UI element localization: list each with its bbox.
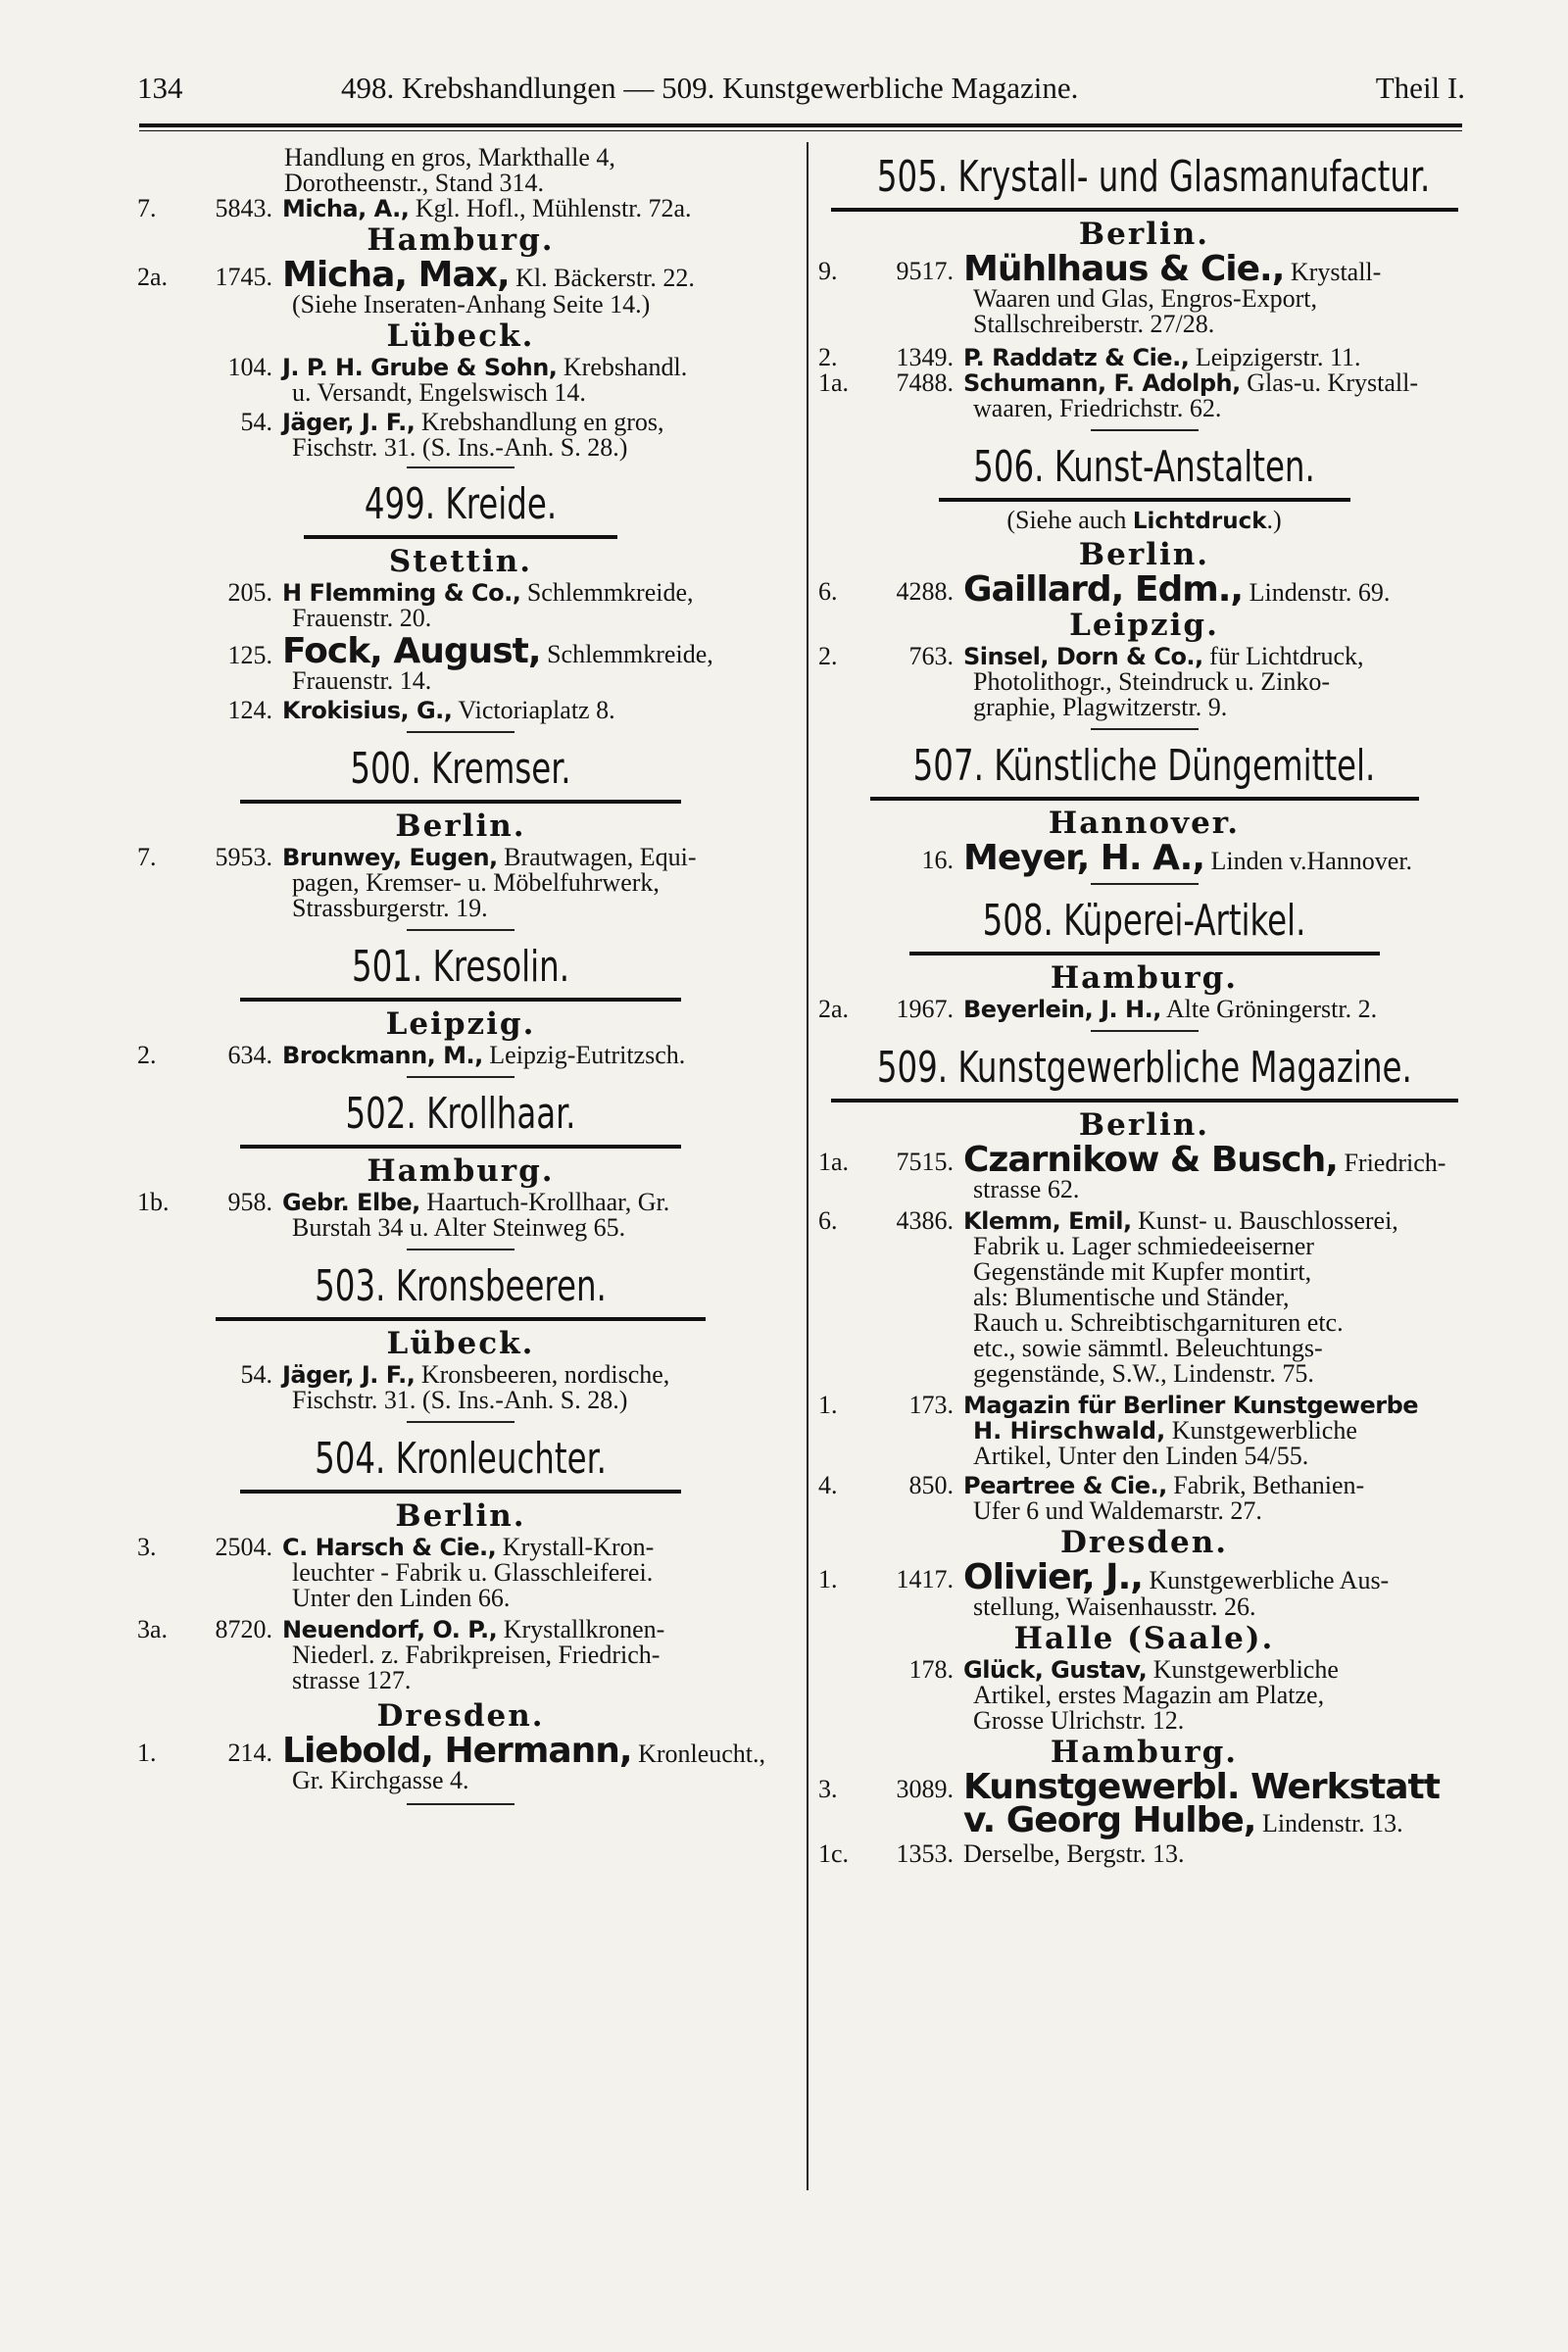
- city-heading: Hamburg.: [1050, 960, 1239, 996]
- section-heading-509: 509. Kunstgewerbliche Magazine.: [876, 1043, 1412, 1093]
- company-name: Glück, Gustav,: [963, 1656, 1148, 1684]
- see-also-note: (Siehe auch Lichtdruck.): [1006, 506, 1282, 534]
- company-name: Jäger, J. F.,: [282, 1361, 416, 1389]
- company-name: Klemm, Emil,: [963, 1207, 1132, 1235]
- entry-kunstgewerbl: 3. 3089. Kunstgewerbl. Werkstatt v. Georg Hulbe, Lindenstr. 13.: [818, 1767, 1440, 1840]
- company-name: Gebr. Elbe,: [282, 1189, 420, 1216]
- entry-brockmann: 2. 634. Brockmann, M., Leipzig-Eutritzsch.: [137, 1041, 686, 1069]
- section-heading-500: 500. Kremser.: [350, 744, 571, 794]
- section-rule: [240, 800, 681, 804]
- entry-fock: 125. Fock, August, Schlemmkreide, Frauenstr. 14.: [227, 631, 713, 695]
- company-name: Kunstgewerbl. Werkstatt: [963, 1767, 1440, 1807]
- entry-harsch: 3. 2504. C. Harsch & Cie., Krystall-Kron- leuchter - Fabrik u. Glasschleiferei. Unter den Linden 66.: [137, 1533, 655, 1612]
- city-heading: Hamburg.: [1050, 1735, 1239, 1770]
- section-rule: [870, 797, 1419, 801]
- company-name: J. P. H. Grube & Sohn,: [282, 354, 558, 381]
- entry-brunwey: 7. 5953. Brunwey, Eugen, Brautwagen, Equi- pagen, Kremser- u. Möbelfuhrwerk, Strassburgerstr. 19.: [137, 843, 697, 922]
- company-name: Brunwey, Eugen,: [282, 844, 498, 871]
- section-rule: [831, 1099, 1458, 1102]
- company-name: Liebold, Hermann,: [282, 1731, 632, 1771]
- city-heading: Hamburg.: [367, 1153, 555, 1189]
- section-heading-501: 501. Kresolin.: [351, 942, 570, 992]
- company-name: Schumann, F. Adolph,: [963, 369, 1241, 397]
- part-label: Theil I.: [1375, 71, 1465, 105]
- section-heading-503: 503. Kronsbeeren.: [315, 1261, 607, 1311]
- entry-micha-a: 7. 5843. Micha, A., Kgl. Hofl., Mühlenstr. 72a.: [137, 194, 692, 222]
- company-name: Olivier, J.,: [963, 1557, 1143, 1597]
- section-rule: [939, 498, 1350, 502]
- short-rule: [407, 929, 514, 931]
- section-rule: [240, 998, 681, 1002]
- page-title: 498. Krebshandlungen — 509. Kunstgewerbliche Magazine.: [341, 71, 1079, 105]
- city-heading: Dresden.: [376, 1698, 545, 1734]
- section-heading-507: 507. Künstliche Düngemittel.: [912, 741, 1376, 791]
- section-heading-508: 508. Küperei-Artikel.: [982, 896, 1306, 946]
- entry-krokisius: 124. Krokisius, G., Victoriaplatz 8.: [227, 696, 615, 724]
- company-name: C. Harsch & Cie.,: [282, 1534, 497, 1561]
- city-heading: Stettin.: [388, 544, 533, 579]
- company-name: Micha, Max,: [282, 255, 510, 295]
- company-name: Krokisius, G.,: [282, 697, 453, 724]
- entry-beyerlein: 2a. 1967. Beyerlein, J. H., Alte Gröningerstr. 2.: [818, 995, 1378, 1023]
- city-heading: Berlin.: [395, 1498, 526, 1534]
- short-rule: [407, 1421, 514, 1423]
- company-name: P. Raddatz & Cie.,: [963, 344, 1190, 371]
- company-name: Jäger, J. F.,: [282, 409, 416, 436]
- entry-sinsel: 2. 763. Sinsel, Dorn & Co., für Lichtdruck, Photolithogr., Steindruck u. Zinko- graphie, Plagwitzerstr. 9.: [818, 642, 1364, 721]
- section-heading-504: 504. Kronleuchter.: [315, 1434, 607, 1484]
- entry-continuation: Handlung en gros, Markthalle 4, Dorotheenstr., Stand 314.: [284, 143, 615, 197]
- running-header: [137, 71, 1465, 120]
- section-heading-505: 505. Krystall- und Glasmanufactur.: [876, 152, 1431, 202]
- entry-muehlhaus: 9. 9517. Mühlhaus & Cie., Krystall- Waaren und Glas, Engros-Export, Stallschreiberstr. 27/28.: [818, 249, 1382, 338]
- company-name: Gaillard, Edm.,: [963, 569, 1244, 610]
- section-rule: [909, 952, 1380, 956]
- section-rule: [304, 535, 617, 539]
- city-heading: Lübeck.: [386, 1326, 535, 1361]
- company-name: Czarnikow & Busch,: [963, 1140, 1338, 1180]
- entry-micha-max: 2a. 1745. Micha, Max, Kl. Bäckerstr. 22. (Siehe Inseraten-Anhang Seite 14.): [137, 255, 695, 318]
- entry-peartree: 4. 850. Peartree & Cie., Fabrik, Bethanien- Ufer 6 und Waldemarstr. 27.: [818, 1471, 1365, 1525]
- entry-flemming: 205. H Flemming & Co., Schlemmkreide, Frauenstr. 20.: [227, 578, 694, 632]
- column-divider: [807, 142, 808, 2190]
- section-rule: [216, 1317, 706, 1321]
- short-rule: [407, 1803, 514, 1805]
- page-number: 134: [137, 71, 183, 105]
- entry-jaeger: 54. Jäger, J. F., Krebshandlung en gros, Fischstr. 31. (S. Ins.-Anh. S. 28.): [240, 408, 664, 462]
- entry-raddatz: 2. 1349. P. Raddatz & Cie., Leipzigerstr. 11.: [818, 343, 1361, 371]
- short-rule: [1091, 429, 1199, 431]
- company-name: Meyer, H. A.,: [963, 838, 1205, 878]
- header-rule: [139, 123, 1462, 131]
- short-rule: [407, 1249, 514, 1250]
- city-heading: Leipzig.: [385, 1006, 536, 1042]
- city-heading: Hamburg.: [367, 222, 555, 258]
- entry-meyer: 16. Meyer, H. A., Linden v.Hannover.: [921, 838, 1413, 878]
- section-rule: [831, 208, 1458, 212]
- section-rule: [240, 1490, 681, 1494]
- company-name: Fock, August,: [282, 631, 541, 671]
- city-heading: Berlin.: [1078, 537, 1210, 572]
- short-rule: [1091, 883, 1199, 885]
- entry-klemm: 6. 4386. Klemm, Emil, Kunst- u. Bauschlosserei, Fabrik u. Lager schmiedeeiserner Gegenstände mit Kupfer montirt, als: Blumentische und Ständer, Rauch u. Schreibtischgarnituren etc. etc., sowie sämmtl. Beleuchtungs- gegenstände, S.W., Lindenstr. 75.: [818, 1206, 1398, 1388]
- entry-jaeger-2: 54. Jäger, J. F., Kronsbeeren, nordische, Fischstr. 31. (S. Ins.-Anh. S. 28.): [240, 1360, 670, 1414]
- city-heading: Lübeck.: [386, 318, 535, 354]
- city-heading: Dresden.: [1059, 1525, 1229, 1560]
- entry-czarnikow: 1a. 7515. Czarnikow & Busch, Friedrich- strasse 62.: [818, 1140, 1446, 1203]
- city-heading: Berlin.: [1078, 1107, 1210, 1143]
- entry-grube: 104. J. P. H. Grube & Sohn, Krebshandl. u. Versandt, Engelswisch 14.: [227, 353, 688, 407]
- city-heading: Halle (Saale).: [1013, 1621, 1275, 1656]
- company-name: Brockmann, M.,: [282, 1042, 483, 1069]
- entry-neuendorf: 3a. 8720. Neuendorf, O. P., Krystallkronen- Niederl. z. Fabrikpreisen, Friedrich- strasse 127.: [137, 1615, 665, 1694]
- company-name: Neuendorf, O. P.,: [282, 1616, 498, 1643]
- short-rule: [407, 731, 514, 733]
- right-column: [818, 145, 1470, 1867]
- entry-olivier: 1. 1417. Olivier, J., Kunstgewerbliche Aus- stellung, Waisenhausstr. 26.: [818, 1557, 1390, 1621]
- short-rule: [1091, 1030, 1199, 1032]
- company-name: Mühlhaus & Cie.,: [963, 249, 1285, 289]
- short-rule: [1091, 728, 1199, 730]
- company-name: Peartree & Cie.,: [963, 1472, 1167, 1499]
- entry-glueck: 178. Glück, Gustav, Kunstgewerbliche Artikel, erstes Magazin am Platze, Grosse Ulrichstr. 12.: [908, 1655, 1339, 1735]
- section-rule: [240, 1145, 681, 1149]
- city-heading: Berlin.: [395, 808, 526, 844]
- section-heading-499: 499. Kreide.: [364, 479, 558, 529]
- city-heading: Leipzig.: [1069, 608, 1219, 643]
- city-heading: Hannover.: [1048, 806, 1241, 841]
- entry-magazin: 1. 173. Magazin für Berliner Kunstgewerbe H. Hirschwald, Kunstgewerbliche Artikel, Unter den Linden 54/55.: [818, 1391, 1419, 1470]
- company-name: Micha, A.,: [282, 195, 410, 222]
- short-rule: [407, 1076, 514, 1078]
- city-heading: Berlin.: [1078, 217, 1210, 252]
- section-heading-502: 502. Krollhaar.: [345, 1089, 576, 1139]
- entry-schumann: 1a. 7488. Schumann, F. Adolph, Glas-u. Krystall- waaren, Friedrichstr. 62.: [818, 368, 1418, 422]
- entry-derselbe: 1c. 1353. Derselbe, Bergstr. 13.: [818, 1839, 1185, 1868]
- entry-gaillard: 6. 4288. Gaillard, Edm., Lindenstr. 69.: [818, 569, 1391, 610]
- entry-elbe: 1b. 958. Gebr. Elbe, Haartuch-Krollhaar, Gr. Burstah 34 u. Alter Steinweg 65.: [137, 1188, 670, 1242]
- short-rule: [407, 466, 514, 468]
- company-name: H Flemming & Co.,: [282, 579, 521, 607]
- section-heading-506: 506. Kunst-Anstalten.: [973, 442, 1315, 492]
- entry-liebold: 1. 214. Liebold, Hermann, Kronleucht., Gr. Kirchgasse 4.: [137, 1731, 766, 1794]
- company-name: Beyerlein, J. H.,: [963, 996, 1161, 1023]
- left-column: [137, 145, 784, 1811]
- company-name: Sinsel, Dorn & Co.,: [963, 643, 1203, 670]
- company-name: Magazin für Berliner Kunstgewerbe: [963, 1392, 1419, 1419]
